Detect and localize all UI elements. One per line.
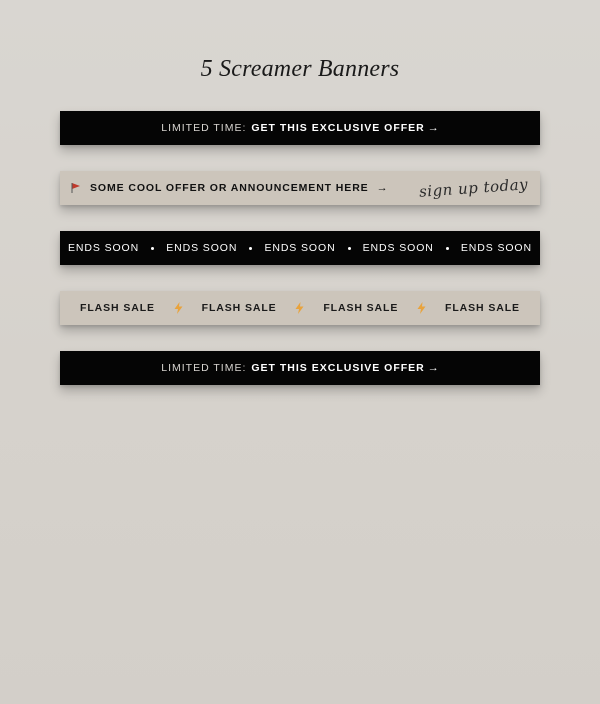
- arrow-right-icon: →: [376, 182, 388, 194]
- banner-announcement[interactable]: [60, 171, 540, 205]
- separator-dot: [446, 247, 449, 250]
- ends-soon-label: ENDS SOON: [166, 242, 238, 254]
- arrow-right-icon: →: [427, 122, 439, 134]
- page-title: 5 Screamer Banners: [200, 56, 400, 82]
- banner-flash-sale[interactable]: [60, 291, 540, 325]
- banner-ends-soon[interactable]: [60, 231, 540, 265]
- flash-sale-label: FLASH SALE: [445, 302, 520, 314]
- ends-soon-label: ENDS SOON: [362, 242, 434, 254]
- banner-offer: GET THIS EXCLUSIVE OFFER: [251, 362, 425, 374]
- flash-sale-label: FLASH SALE: [201, 302, 277, 314]
- banner-prefix: LIMITED TIME:: [161, 122, 247, 134]
- ends-soon-label: ENDS SOON: [68, 242, 140, 254]
- arrow-right-icon: →: [427, 362, 439, 374]
- separator-dot: [348, 247, 351, 250]
- banner-prefix: LIMITED TIME:: [161, 362, 247, 374]
- ends-soon-label: ENDS SOON: [460, 242, 532, 254]
- flag-icon: [70, 182, 82, 194]
- banner-limited-time-1[interactable]: [60, 111, 540, 145]
- lightning-icon: [174, 302, 183, 314]
- flash-sale-label: FLASH SALE: [80, 302, 155, 314]
- banner-offer: GET THIS EXCLUSIVE OFFER: [251, 122, 425, 134]
- banner-limited-time-2[interactable]: [60, 351, 540, 385]
- sign-up-link[interactable]: sign up today: [418, 175, 529, 201]
- announcement-text: SOME COOL OFFER OR ANNOUNCEMENT HERE: [90, 182, 369, 194]
- ends-soon-label: ENDS SOON: [264, 242, 336, 254]
- separator-dot: [249, 247, 252, 250]
- separator-dot: [151, 247, 154, 250]
- flash-sale-label: FLASH SALE: [323, 302, 399, 314]
- lightning-icon: [417, 302, 426, 314]
- lightning-icon: [295, 302, 304, 314]
